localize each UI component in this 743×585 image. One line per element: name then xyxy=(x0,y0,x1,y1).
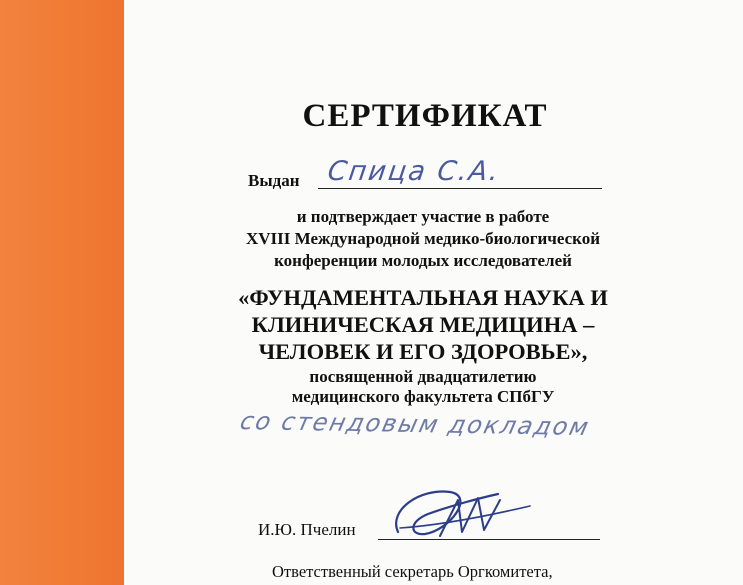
issued-label: Выдан xyxy=(248,171,300,190)
conference-title-line-2: КЛИНИЧЕСКАЯ МЕДИЦИНА – xyxy=(251,312,595,337)
body-line-1: и подтверждает участие в работе xyxy=(296,207,550,226)
recipient-name: Спица С.А. xyxy=(325,156,503,187)
conference-title-line-3: ЧЕЛОВЕК И ЕГО ЗДОРОВЬЕ», xyxy=(258,339,588,364)
conference-title-line-1: «ФУНДАМЕНТАЛЬНАЯ НАУКА И xyxy=(238,285,608,310)
body-line-2: XVIII Международной медико-биологической xyxy=(245,229,601,248)
certificate-title: СЕРТИФИКАТ xyxy=(302,98,548,134)
handwritten-note: со стендовым докладом xyxy=(237,406,593,442)
body-line-7: посвященной двадцатилетию xyxy=(309,367,537,386)
body-line-8: медицинского факультета СПбГУ xyxy=(291,387,555,406)
signer-name: И.Ю. Пчелин xyxy=(258,520,356,539)
body-line-3: конференции молодых исследователей xyxy=(274,251,572,270)
footer-text: Ответственный секретарь Оргкомитета, xyxy=(272,562,553,581)
signature-drawing xyxy=(380,470,550,560)
decorative-stripe xyxy=(0,0,124,585)
issued-underline xyxy=(318,188,602,189)
